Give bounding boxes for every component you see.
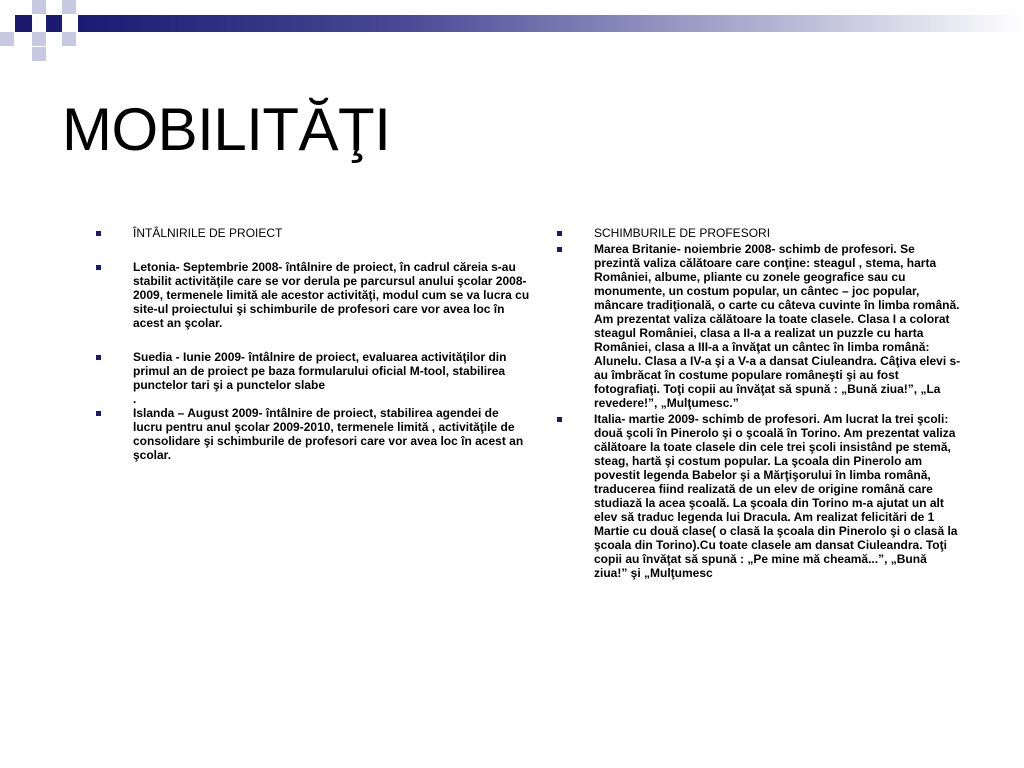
decor-square (32, 32, 46, 46)
section-heading: SCHIMBURILE DE PROFESORI (594, 226, 771, 240)
decor-square (62, 0, 76, 14)
square-bullet-icon (557, 247, 562, 252)
left-bullet-list (96, 226, 530, 462)
square-bullet-icon (96, 231, 101, 236)
list-item (557, 412, 962, 580)
square-bullet-icon (96, 411, 101, 416)
decor-square (32, 47, 46, 61)
decor-square (62, 32, 76, 46)
header-gradient-bar (78, 15, 1024, 32)
list-item (96, 260, 530, 330)
decor-square (15, 15, 32, 32)
square-bullet-icon (557, 231, 562, 236)
list-item-text: Islanda – August 2009- întâlnire de proiect, stabilirea agendei de lucru pentru anul şcolar 2009-2010, termenele limită , activităţile de consolidare şi schimburile de profesori care vor avea loc în acest an şcolar. (133, 406, 524, 462)
list-item (557, 226, 962, 240)
list-item-text: Letonia- Septembrie 2008- întâlnire de proiect, în cadrul căreia s-au stabilit activităţile care se vor derula pe parcursul anului şcolar 2008-2009, termenele limită ale acestor activităţi, modul cum se va lucra cu site-ul proiectului şi schimburile de profesori care vor avea loc în acest an şcolar. (133, 260, 530, 330)
list-item-text: Suedia - Iunie 2009- întâlnire de proiect, evaluarea activităţilor din primul an de proiect pe baza formularului oficial M-tool, stabilirea punctelor tari şi a punctelor slabe (133, 350, 507, 392)
list-item-trail: . (133, 392, 137, 406)
list-item-text: Marea Britanie- noiembrie 2008- schimb de profesori. Se prezintă valiza călătoare care conţine: steagul , stema, harta României, albume, pliante cu zonele geografice sau cu monumente, un costum popular, un cântec – joc popular, mâncare tradiţională, o carte cu câteva cuvinte în limba română. Am prezentat valiza călătoare la toate clasele. Clasa I a colorat steagul României, clasa a II-a a realizat un puzzle cu harta României, clasa a III-a a învăţat un cântec în limba română: Alunelu. Clasa a IV-a şi a V-a a dansat Ciuleandra. Câţiva elevi s-au îmbrăcat în costume populare româneşti şi au fost fotografiaţi. Toţi copii au învăţat să spună : „Bună ziua!”, „La revedere!”, „Mulţumesc.” (594, 242, 961, 410)
square-bullet-icon (96, 265, 101, 270)
decor-square (46, 15, 62, 32)
list-item (96, 350, 530, 406)
decor-square (32, 0, 46, 14)
decor-square (0, 32, 14, 46)
slide-title: MOBILITĂŢI (62, 96, 391, 163)
square-bullet-icon (557, 417, 562, 422)
square-bullet-icon (96, 355, 101, 360)
right-bullet-list (557, 226, 962, 580)
list-item-text: Italia- martie 2009- schimb de profesori. Am lucrat la trei şcoli: două şcoli în Pinerolo şi o şcoală în Torino. Am prezentat valiza călătoare la toate clasele din cele trei şcoli insistând pe stemă, steag, hartă şi costum popular. La şcoala din Pinerolo am povestit legenda Babelor şi a Mărţişorului în limba română, traducerea fiind realizată de un elev de origine română care studiază la acea şcoală. La şcoala din Torino m-a ajutat un alt elev să traduc legenda lui Dracula. Am realizat felicitări de 1 Martie cu două clase( o clasă la şcoala din Pinerolo şi o clasă la şcoala din Torino).Cu toate clasele am dansat Ciuleandra. Toţi copii au învăţat să spună : „Pe mine mă cheamă...”, „Bună ziua!” şi „Mulţumesc (594, 412, 958, 580)
section-heading: ÎNTÂLNIRILE DE PROIECT (133, 226, 283, 240)
list-item (96, 406, 530, 462)
list-item (96, 226, 530, 240)
list-item (557, 242, 962, 410)
